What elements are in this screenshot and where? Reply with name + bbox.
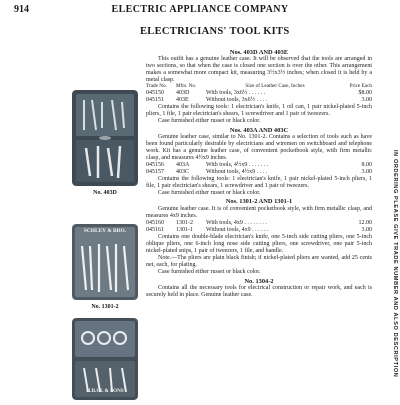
section-heading-1301: Nos. 1301-2 AND 1301-1: [225, 198, 293, 206]
maker-label-1304-2: H.B.CL & SONS: [86, 388, 124, 394]
table-row: 045151 403E Without tools, 3x6½ . . . . 3.00: [146, 97, 372, 104]
section-note-1301: Note.—The pliers are plain black finish; if nickel-plated pliers are wanted, add 25 cents net, each, for plating.: [146, 255, 372, 269]
table-row: 045160 1301-2 With tools, 4x9 . . . . . . . . 12.00: [146, 219, 372, 226]
section-intro-1301: Genuine leather case. It is of convenient pocketbook style, with firm metallic clasp, and measures 4x9 inches.: [146, 205, 372, 219]
page-number: 914: [14, 4, 29, 15]
col-price: Price Each: [349, 83, 372, 90]
col-trade-no: Trade No.: [146, 83, 167, 90]
section-intro-403d: This outfit has a genuine leather case. It will be observed that the tools are arranged in two sections, so that when the case is closed one section is over the other. This arrangement makes a somewhat more compact kit, measuring 3½x3½ inches; when closed it is held by a metal clasp.: [146, 56, 372, 84]
section-contents-403a: Contains the following tools: 1 electrician's knife, 1 pair nickel-plated 5-inch pliers, 1 file, 1 pair electrician's shears, 1 screwdriver and 1 pair of tweezers.: [146, 176, 372, 190]
side-margin-text: IN ORDERING PLEASE GIVE TRADE NUMBER AND ALSO DESCRIPTION: [392, 150, 398, 378]
section-contents-403d: Contains the following tools: 1 electrician's knife, 1 oil can, 1 pair nickel-plated 5-inch pliers, 1 file, 1 pair electrician's shears, 1 screwdriver and 1 pair of tweezers.: [146, 104, 372, 118]
section-contents-1301: Contains one double-blade electrician's knife, one 5-inch side cutting pliers, one 5-inch oblique pliers, one 6-inch long nose side cutting pliers, one screwdriver, one pair 5-inch nickel-plated snips, 1 pair of tweezers, 1 file, and handle.: [146, 233, 372, 255]
section-footer-1301: Case furnished either russet or black color.: [158, 269, 261, 276]
tool-kit-photo-1304-2: [72, 318, 138, 405]
page-header: [14, 4, 386, 18]
col-mfrs-no: Mfrs. No.: [176, 83, 197, 90]
section-heading-403d-403e: Nos. 403D AND 403E: [229, 49, 289, 56]
page-title: ELECTRICIANS' TOOL KITS: [140, 26, 290, 37]
section-heading-403a-403c: Nos. 403A AND 403C: [229, 126, 289, 134]
section-intro-1304-2: Contains all the necessary tools for electrical construction or repair work, and each is securely held in place. Genuine leather case.: [146, 284, 372, 298]
col-case-size: Size of Leather Case, Inches: [245, 83, 305, 90]
section-footer-403d: Case furnished either russet or black color.: [158, 118, 261, 125]
tool-kit-1301-2-illustration: [72, 224, 138, 300]
tool-kit-403d-illustration: [72, 90, 138, 186]
table-row: 045156 403A With tools, 4½x9 . . . . . . . 8.00: [146, 162, 372, 168]
tool-kit-photo-1301-2: [72, 224, 138, 310]
table-row: 045161 1301-1 Without tools, 4x9 . . . . . . 3.00: [146, 226, 372, 233]
section-heading-1304-2: No. 1304-2: [244, 277, 274, 285]
company-name: ELECTRIC APPLIANCE COMPANY: [111, 4, 289, 15]
table-row: 045150 403D With tools, 3x6½ . . . . . . $8.00: [146, 90, 372, 97]
maker-label-1301-2: SCHLEY & BRO.: [83, 228, 127, 234]
section-footer-403a: Case furnished either russet or black color.: [158, 190, 261, 197]
tool-kit-photo-403d: [72, 90, 138, 196]
text-column: [146, 48, 372, 299]
section-intro-403a: Genuine leather case, similar to No. 1301-2. Contains a selection of tools such as have been found particularly desirable by electricians and wiremen on switchboard and telephone work. Kit has a genuine leather case, of convenient pocketbook style, with firm metallic clasp, and measures 4½x9 inches.: [146, 133, 372, 161]
table-row: 045157 403C Without tools, 4½x9 . . . . 3.00: [146, 169, 372, 176]
caption-1301-2: No. 1301-2: [91, 304, 119, 310]
caption-403d: No. 403D: [93, 190, 117, 196]
